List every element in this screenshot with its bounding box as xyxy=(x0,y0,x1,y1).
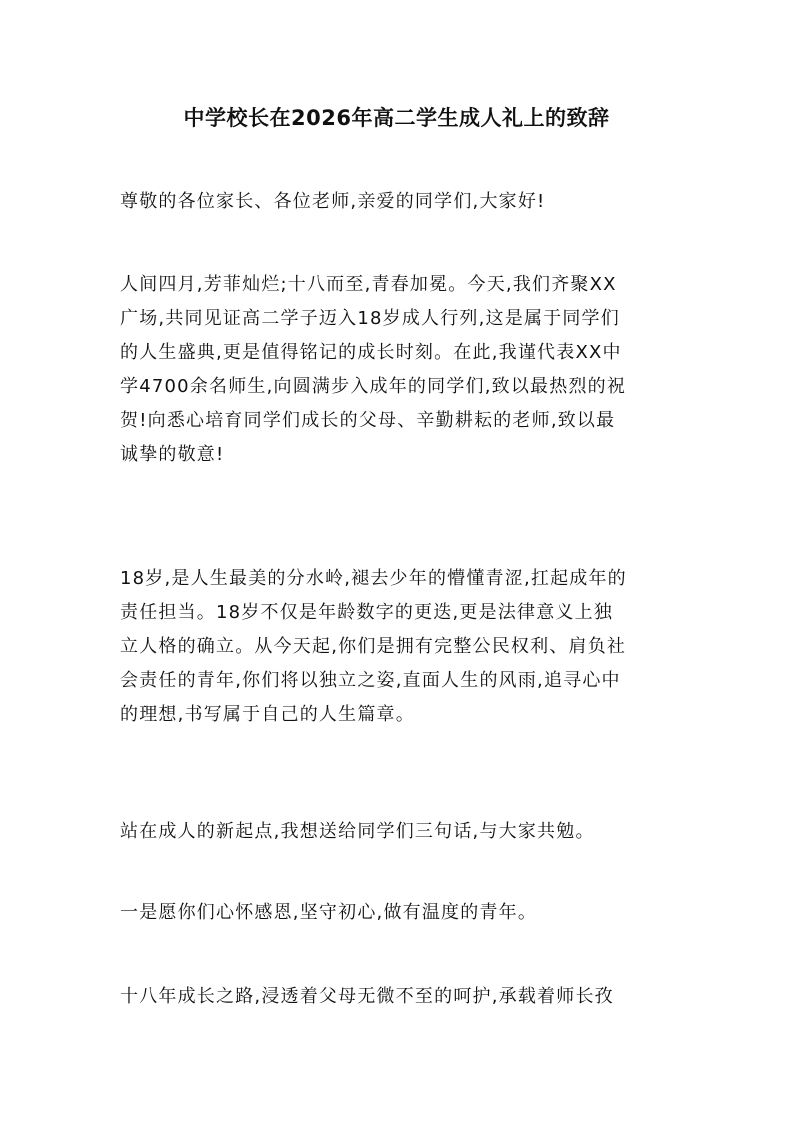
paragraph-line: 的人生盛典,更是值得铭记的成长时刻。在此,我谨代表XX中 xyxy=(120,342,622,363)
paragraph-line: 责任担当。18岁不仅是年龄数字的更迭,更是法律意义上独 xyxy=(120,602,614,623)
paragraph-three-sayings: 站在成人的新起点,我想送给同学们三句话,与大家共勉。 xyxy=(120,821,595,842)
paragraph-line: 学4700余名师生,向圆满步入成年的同学们,致以最热烈的祝 xyxy=(120,376,627,397)
paragraph-line: 诚挚的敬意! xyxy=(120,444,225,465)
paragraph-line: 的理想,书写属于自己的人生篇章。 xyxy=(120,704,415,725)
paragraph-first-saying: 一是愿你们心怀感恩,坚守初心,做有温度的青年。 xyxy=(120,902,538,923)
paragraph-line: 立人格的确立。从今天起,你们是拥有完整公民权利、肩负社 xyxy=(120,636,627,657)
paragraph-line: 贺!向悉心培育同学们成长的父母、辛勤耕耘的老师,致以最 xyxy=(120,410,616,431)
paragraph-line: 十八年成长之路,浸透着父母无微不至的呵护,承载着师长孜 xyxy=(120,986,614,1007)
paragraph-line: 人间四月,芳菲灿烂;十八而至,青春加冕。今天,我们齐聚XX xyxy=(120,274,617,295)
paragraph-line: 广场,共同见证高二学子迈入18岁成人行列,这是属于同学们 xyxy=(120,308,620,329)
paragraph-age-18 xyxy=(120,562,676,732)
document-title: 中学校长在2026年高二学生成人礼上的致辞 xyxy=(183,106,610,130)
paragraph-gratitude xyxy=(120,980,676,1014)
paragraph-line: 会责任的青年,你们将以独立之姿,直面人生的风雨,追寻心中 xyxy=(120,670,621,691)
paragraph-line: 18岁,是人生最美的分水岭,褪去少年的懵懂青涩,扛起成年的 xyxy=(120,568,627,589)
greeting-paragraph: 尊敬的各位家长、各位老师,亲爱的同学们,大家好! xyxy=(120,191,546,212)
paragraph-opening xyxy=(120,268,676,472)
